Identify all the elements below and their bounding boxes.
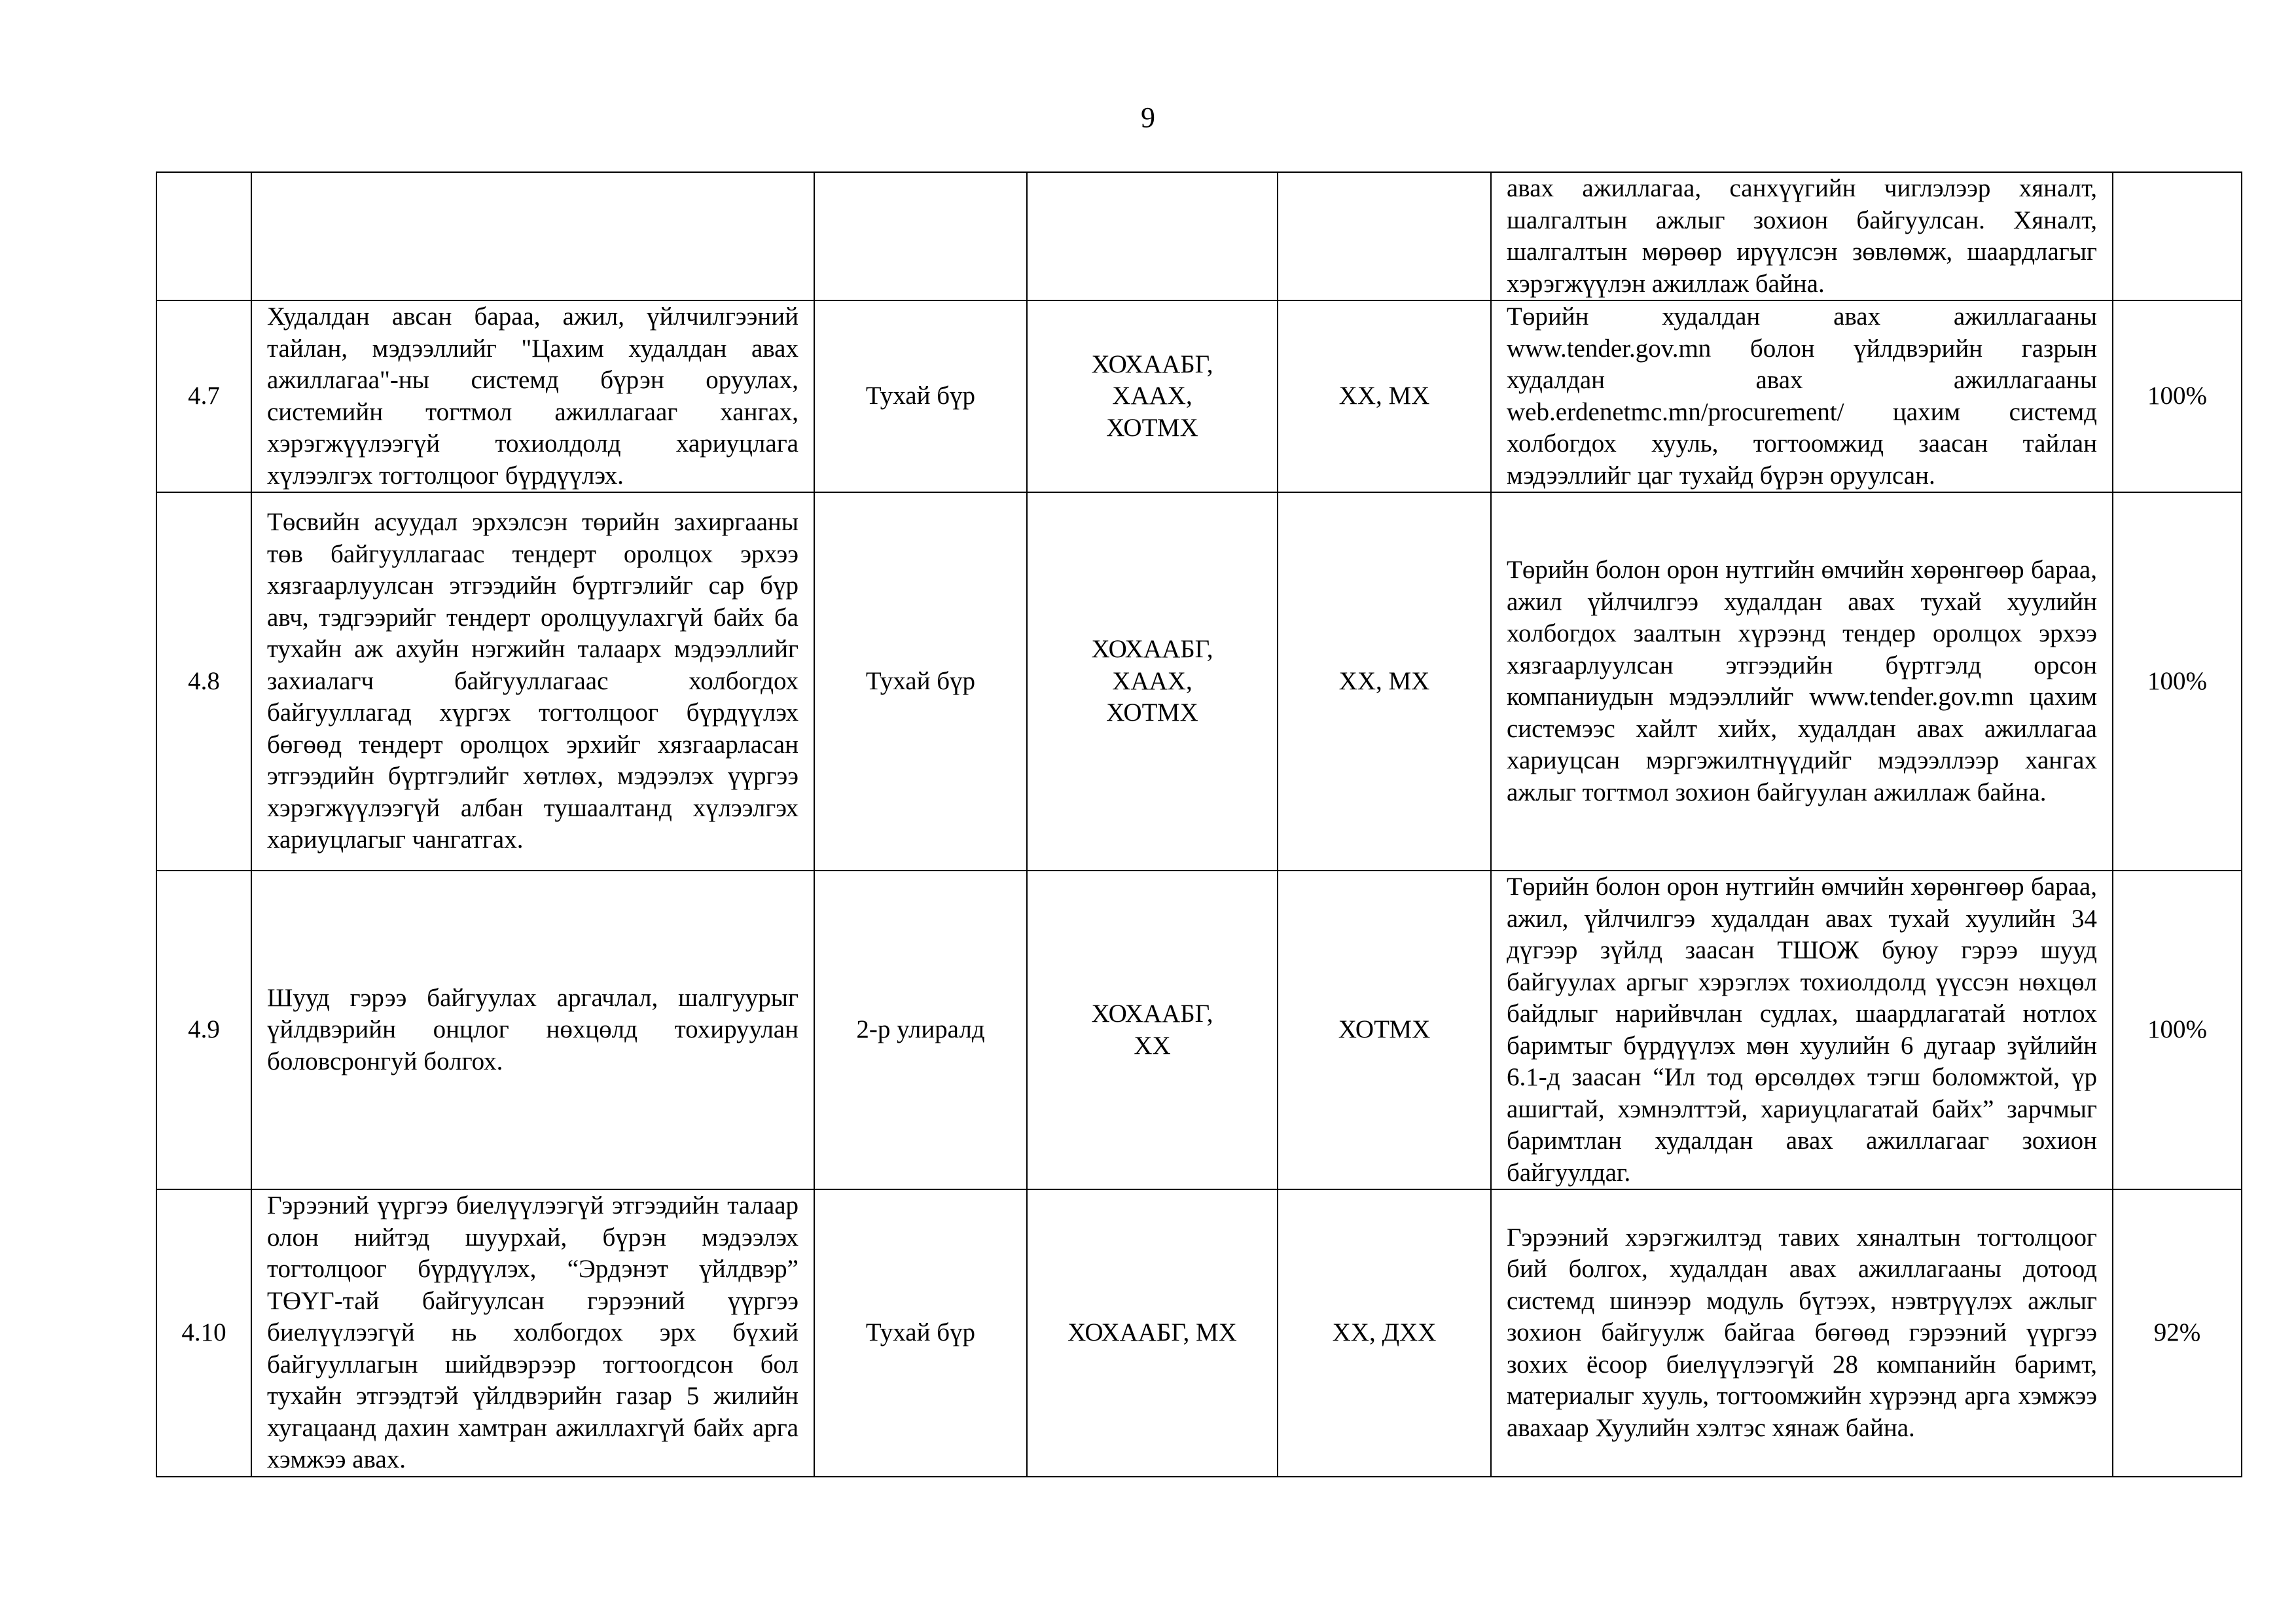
page-number: 9 (1141, 101, 1155, 134)
row-number (156, 172, 251, 300)
measure-description: Худалдан авсан бараа, ажил, үйлчилгээний тайлан, мэдээллийг "Цахим худалдан авах ажиллагаа"-ны системд бүрэн оруулах, системийн тогтмол ажиллагааг хангах, хэрэгжүүлээгүй тохиолдолд хариуцлага хүлээлгэх тогтолцоог бүрдүүлэх. (251, 300, 814, 492)
measure-description (251, 172, 814, 300)
implementation-period: 2-р улиралд (814, 871, 1027, 1189)
partner-unit: ХХ, МХ (1278, 492, 1491, 871)
row-number: 4.9 (156, 871, 251, 1189)
completion-percent: 92% (2113, 1189, 2242, 1477)
responsible-unit: ХОХААБГ, ХХ (1027, 871, 1278, 1189)
table-row (156, 300, 2242, 492)
implementation-period: Тухай бүр (814, 492, 1027, 871)
table-row (156, 1189, 2242, 1477)
responsible-unit (1027, 172, 1278, 300)
table-row (156, 871, 2242, 1189)
partner-unit (1278, 172, 1491, 300)
responsible-unit: ХОХААБГ, МХ (1027, 1189, 1278, 1477)
completion-percent (2113, 172, 2242, 300)
partner-unit: ХХ, ДХХ (1278, 1189, 1491, 1477)
measure-description: Гэрээний үүргээ биелүүлээгүй этгээдийн талаар олон нийтэд шуурхай, бүрэн мэдээлэх тогтолцоог бүрдүүлэх, “Эрдэнэт үйлдвэр” ТӨҮГ-тай байгуулсан гэрээний үүргээ биелүүлээгүй нь холбогдох эрх бүхий байгууллагын шийдвэрээр тогтоогдсон бол тухайн этгээдтэй үйлдвэрийн газар 5 жилийн хугацаанд дахин хамтран ажиллахгүй байх арга хэмжээ авах. (251, 1189, 814, 1477)
implementation-period (814, 172, 1027, 300)
measure-description: Төсвийн асуудал эрхэлсэн төрийн захиргааны төв байгууллагаас тендерт оролцох эрхээ хязгаарлуулсан этгээдийн бүртгэлийг сар бүр авч, тэдгээрийг тендерт оролцуулахгүй байх ба тухайн аж ахуйн нэгжийн талаарх мэдээллийг захиалагч байгууллагаас холбогдох байгууллагад хүргэх тогтолцоог бүрдүүлэх бөгөөд тендерт оролцох эрхийг хязгаарласан этгээдийн бүртгэлийг хөтлөх, мэдээлэх үүргээ хэрэгжүүлээгүй албан тушаалтанд хүлээлгэх хариуцлагыг чангатгах. (251, 492, 814, 871)
row-number: 4.8 (156, 492, 251, 871)
partner-unit: ХОТМХ (1278, 871, 1491, 1189)
completion-percent: 100% (2113, 492, 2242, 871)
responsible-unit: ХОХААБГ, ХААХ, ХОТМХ (1027, 492, 1278, 871)
measures-table (156, 171, 2242, 1477)
row-number: 4.7 (156, 300, 251, 492)
implementation-result: Гэрээний хэрэгжилтэд тавих хяналтын тогтолцоог бий болгох, худалдан авах ажиллагааны дотоод системд шинээр модуль бүтээх, нэвтрүүлэх ажлыг зохион байгуулж байгаа бөгөөд гэрээний үүргээ зохих ёсоор биелүүлээгүй 28 компанийн баримт, материалыг хууль, тогтоомжийн хүрээнд арга хэмжээ авахаар Хуулийн хэлтэс хянаж байна. (1491, 1189, 2113, 1477)
implementation-result: Төрийн худалдан авах ажиллагааны www.tender.gov.mn болон үйлдвэрийн газрын худалдан авах ажиллагааны web.erdenetmc.mn/procurement/ цахим системд холбогдох хууль, тогтоомжид заасан тайлан мэдээллийг цаг тухайд бүрэн оруулсан. (1491, 300, 2113, 492)
measure-description: Шууд гэрээ байгуулах аргачлал, шалгуурыг үйлдвэрийн онцлог нөхцөлд тохируулан боловсронгуй болгох. (251, 871, 814, 1189)
implementation-result: Төрийн болон орон нутгийн өмчийн хөрөнгөөр бараа, ажил, үйлчилгээ худалдан авах тухай хуулийн 34 дүгээр зүйлд заасан ТШОЖ буюу гэрээ шууд байгуулах аргыг хэрэглэх тохиолдолд үүссэн нөхцөл байдлыг нарийвчлан судлах, шаардлагатай нотлох баримтыг бүрдүүлэх мөн хуулийн 6 дугаар зүйлийн 6.1-д заасан “Ил тод өрсөлдөх тэгш боломжтой, үр ашигтай, хэмнэлттэй, хариуцлагатай байх” зарчмыг баримтлан худалдан авах ажиллагааг зохион байгуулдаг. (1491, 871, 2113, 1189)
completion-percent: 100% (2113, 300, 2242, 492)
implementation-result: авах ажиллагаа, санхүүгийн чиглэлээр хяналт, шалгалтын ажлыг зохион байгуулсан. Хяналт, шалгалтын мөрөөр ирүүлсэн зөвлөмж, шаардлагыг хэрэгжүүлэн ажиллаж байна. (1491, 172, 2113, 300)
implementation-period: Тухай бүр (814, 1189, 1027, 1477)
implementation-result: Төрийн болон орон нутгийн өмчийн хөрөнгөөр бараа, ажил үйлчилгээ худалдан авах тухай хуулийн холбогдох заалтын хүрээнд тендер оролцох эрхээ хязгаарлуулсан этгээдийн бүртгэлд орсон компаниудын мэдээллийг www.tender.gov.mn цахим системээс хайлт хийх, худалдан авах ажиллагаа хариуцсан мэргэжилтнүүдийг мэдээллээр хангах ажлыг тогтмол зохион байгуулан ажиллаж байна. (1491, 492, 2113, 871)
table-row (156, 492, 2242, 871)
partner-unit: ХХ, МХ (1278, 300, 1491, 492)
completion-percent: 100% (2113, 871, 2242, 1189)
table-row (156, 172, 2242, 300)
responsible-unit: ХОХААБГ, ХААХ, ХОТМХ (1027, 300, 1278, 492)
implementation-period: Тухай бүр (814, 300, 1027, 492)
row-number: 4.10 (156, 1189, 251, 1477)
